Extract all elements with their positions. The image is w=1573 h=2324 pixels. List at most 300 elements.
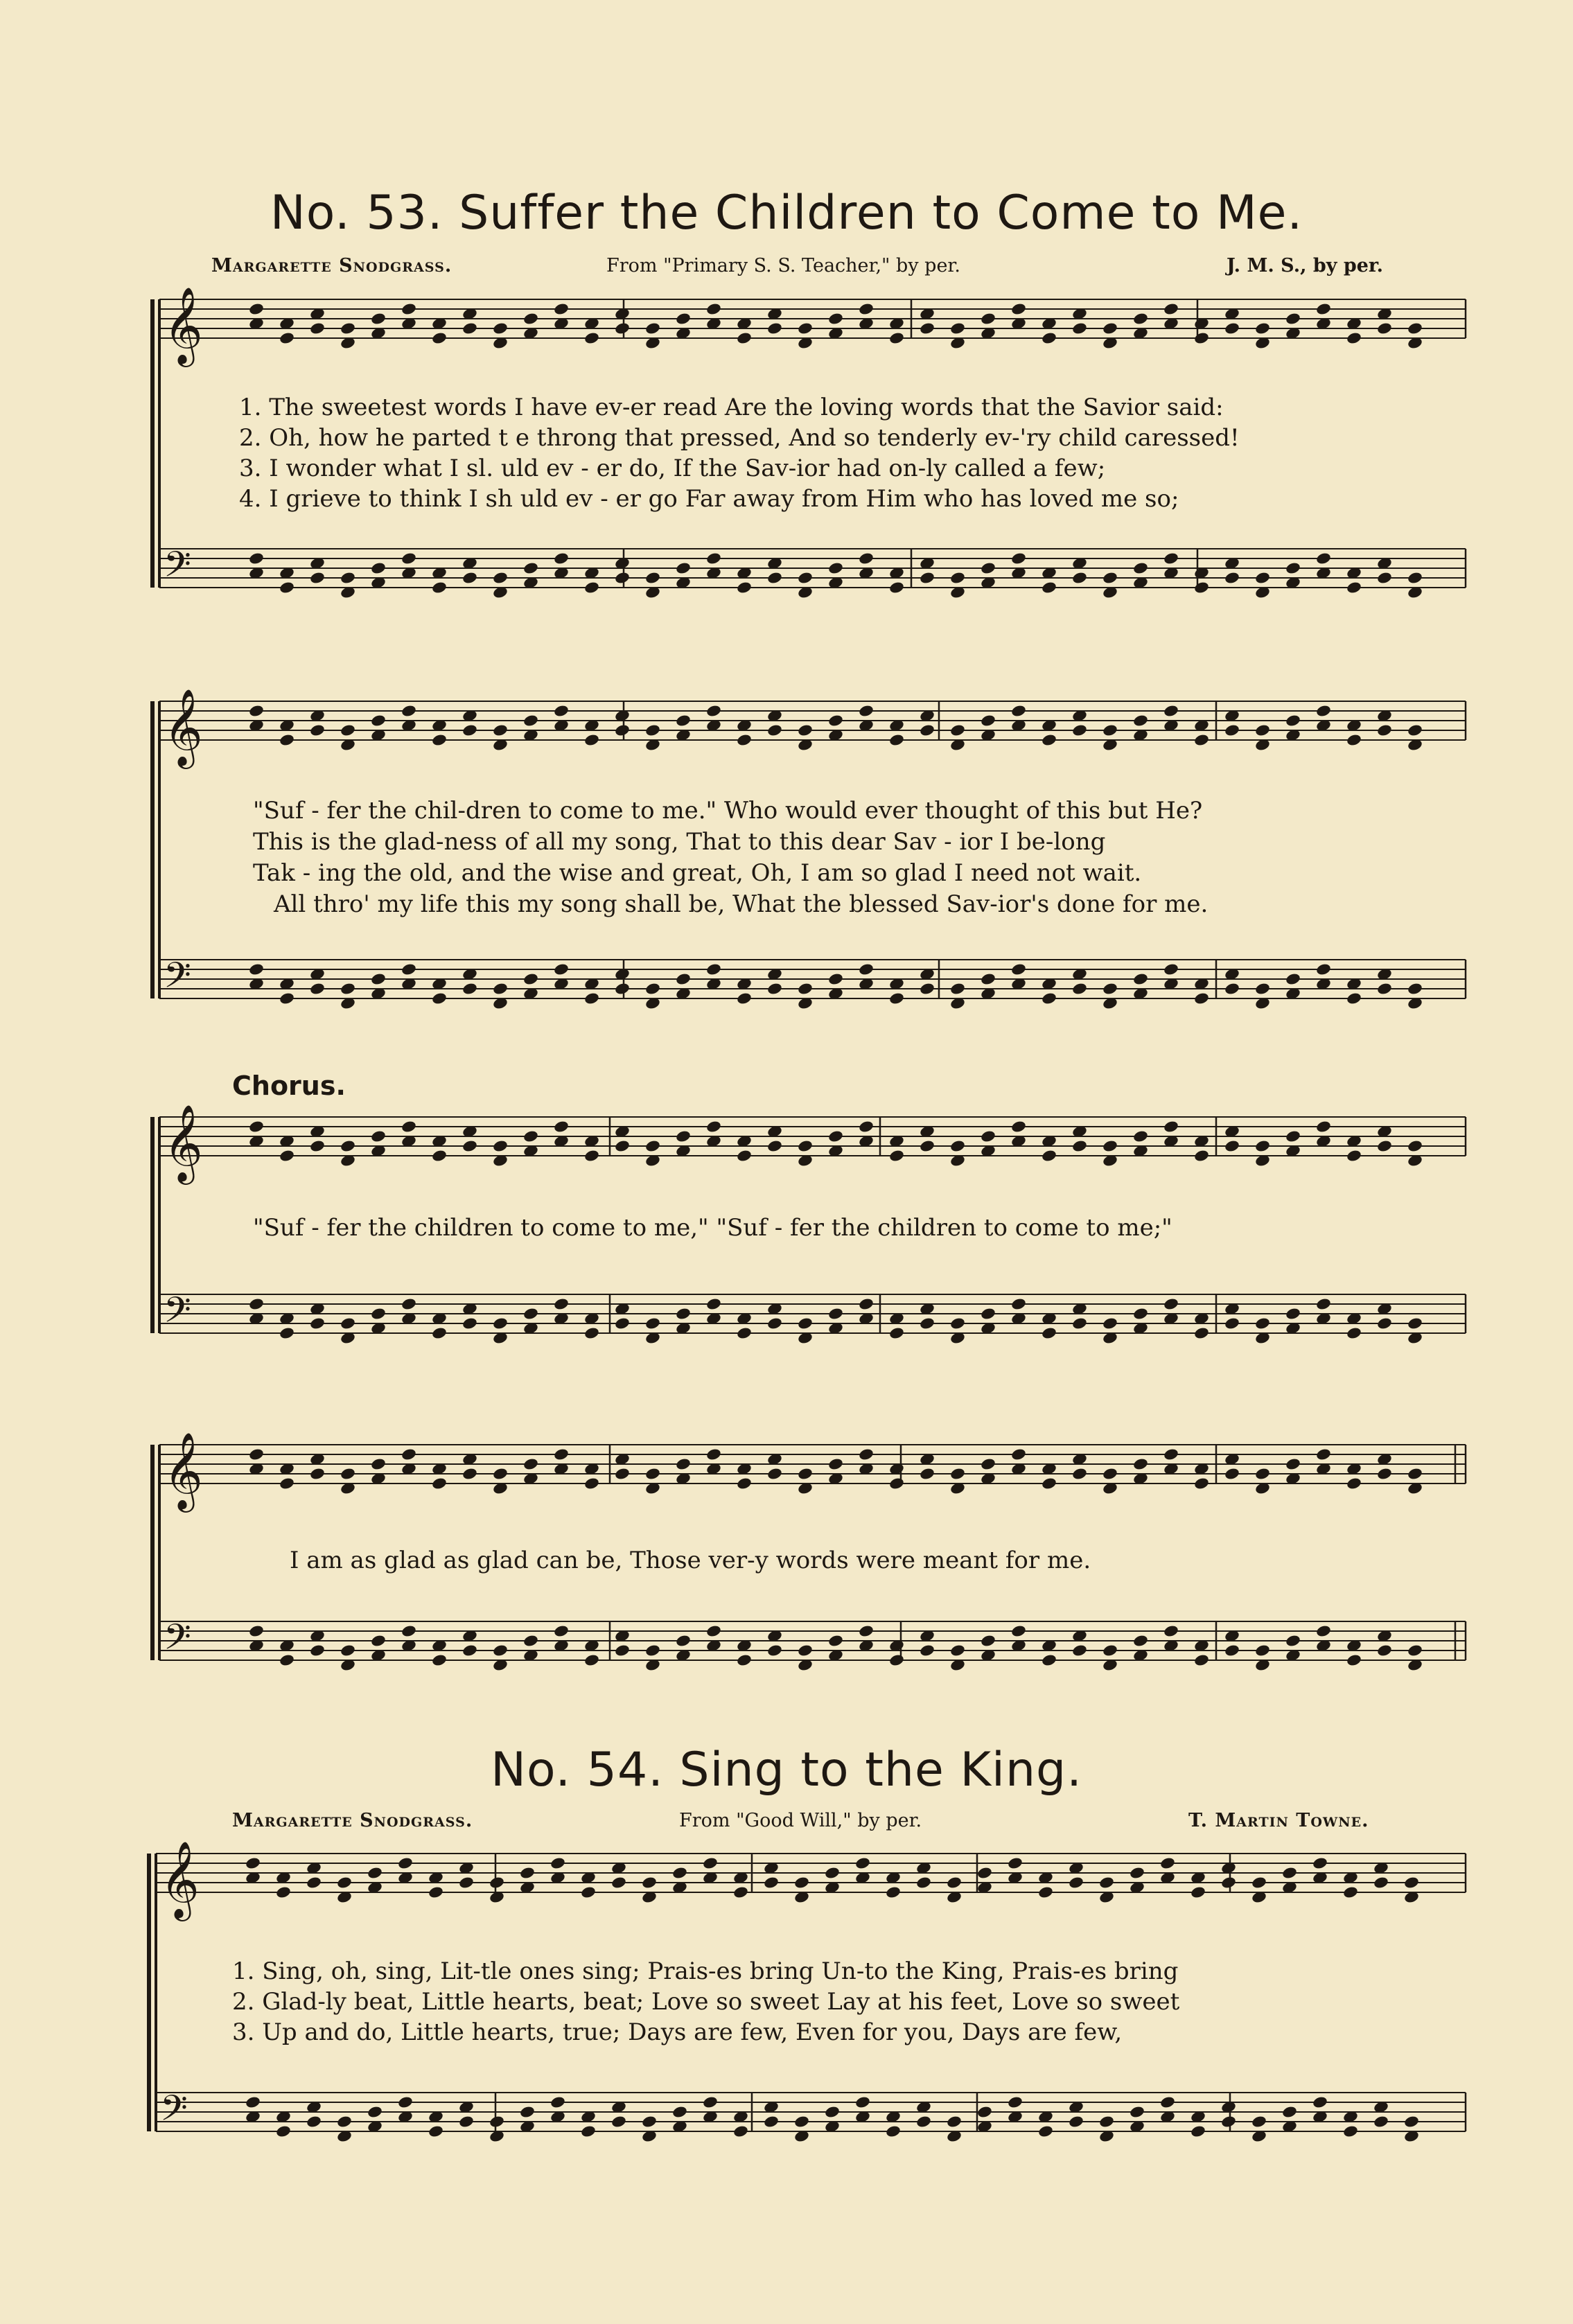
note-head: [462, 571, 478, 585]
note-head: [766, 322, 783, 335]
note-head: [976, 1866, 993, 1880]
note-head: [462, 723, 478, 737]
note-head: [550, 2095, 566, 2109]
note-head: [1224, 1644, 1240, 1657]
note-head: [1312, 2095, 1328, 2109]
note-head: [553, 1447, 570, 1461]
note-head: [1159, 2095, 1176, 2109]
note-head: [336, 1876, 353, 1890]
note-head: [824, 1866, 841, 1880]
note-head: [370, 1634, 387, 1648]
note-head: [614, 322, 631, 335]
note-head: [1315, 704, 1332, 718]
note-head: [489, 1876, 505, 1890]
note-head: [336, 2115, 353, 2129]
note-head: [705, 1624, 722, 1638]
note-head: [340, 1644, 356, 1657]
note-head: [1376, 571, 1393, 585]
note-head: [644, 1644, 661, 1657]
note-head: [1007, 2095, 1023, 2109]
note-head: [401, 1624, 417, 1638]
hymn-54-source: From "Good Will," by per.: [679, 1810, 922, 1831]
note-head: [949, 322, 966, 335]
note-head: [1224, 982, 1240, 996]
note-head: [614, 1644, 631, 1657]
note-head: [370, 714, 387, 728]
note-head: [1071, 982, 1088, 996]
note-head: [1315, 1447, 1332, 1461]
hymn-53-verse-line-2: 2. Oh, how he parted t e throng that pressed, And so tenderly ev-'ry child caressed!: [239, 424, 1240, 452]
note-head: [580, 2124, 597, 2138]
note-head: [1159, 1856, 1176, 1870]
note-head: [462, 982, 478, 996]
note-head: [428, 1885, 444, 1899]
note-head: [1254, 322, 1271, 335]
note-head: [1224, 1317, 1240, 1330]
note-head: [309, 1467, 326, 1481]
note-head: [1010, 704, 1027, 718]
hymn-53-refrain-line-1: "Suf - fer the chil-dren to come to me." Who would ever thought of this but He?: [253, 797, 1203, 825]
note-head: [1041, 733, 1057, 747]
hymn-53-composer: J. M. S., by per.: [1227, 255, 1384, 276]
note-head: [736, 1653, 753, 1667]
note-head: [797, 1467, 814, 1481]
note-head: [1193, 1326, 1210, 1340]
clefs: [160, 286, 203, 2138]
note-head: [1193, 331, 1210, 345]
note-head: [583, 1326, 600, 1340]
treble-clef-icon: 𝄞: [164, 286, 203, 364]
treble-clef-icon: 𝄞: [160, 1840, 200, 1918]
note-head: [736, 331, 753, 345]
note-head: [1285, 312, 1301, 326]
note-head: [1193, 1653, 1210, 1667]
note-head: [949, 1467, 966, 1481]
bass-clef-icon: 𝄢: [164, 543, 191, 594]
note-head: [1254, 1139, 1271, 1153]
note-head: [553, 962, 570, 976]
note-head: [309, 1139, 326, 1153]
note-head: [641, 2115, 658, 2129]
note-head: [919, 723, 935, 737]
bass-clef-icon: 𝄢: [164, 1616, 191, 1666]
note-head: [1407, 322, 1423, 335]
note-head: [827, 561, 844, 575]
note-head: [915, 1876, 932, 1890]
note-head: [279, 331, 295, 345]
note-head: [1407, 1644, 1423, 1657]
note-head: [431, 1326, 448, 1340]
note-head: [1102, 1644, 1118, 1657]
note-head: [1224, 1467, 1240, 1481]
hymn-53-verse-line-1: 1. The sweetest words I have ev-er read Are the loving words that the Savior said:: [239, 394, 1224, 421]
note-head: [1376, 982, 1393, 996]
note-head: [980, 312, 996, 326]
note-head: [522, 972, 539, 986]
note-head: [976, 2105, 993, 2119]
note-head: [553, 1120, 570, 1134]
note-head: [614, 1467, 631, 1481]
note-head: [275, 2124, 292, 2138]
note-head: [553, 704, 570, 718]
note-head: [431, 733, 448, 747]
note-head: [1163, 1297, 1179, 1311]
note-head: [644, 1317, 661, 1330]
note-head: [492, 1467, 509, 1481]
note-head: [763, 2115, 780, 2129]
note-head: [522, 1307, 539, 1321]
note-head: [614, 1139, 631, 1153]
note-head: [279, 733, 295, 747]
note-head: [915, 2115, 932, 2129]
note-head: [827, 972, 844, 986]
note-head: [1071, 1467, 1088, 1481]
note-head: [766, 982, 783, 996]
note-head: [888, 1149, 905, 1163]
note-head: [705, 962, 722, 976]
note-head: [279, 1477, 295, 1490]
note-head: [1068, 2115, 1084, 2129]
note-head: [1193, 1477, 1210, 1490]
note-head: [431, 1653, 448, 1667]
note-head: [1407, 723, 1423, 737]
note-head: [1312, 1856, 1328, 1870]
note-head: [888, 992, 905, 1005]
treble-clef-icon: 𝄞: [164, 688, 203, 766]
note-head: [858, 704, 875, 718]
note-head: [888, 331, 905, 345]
note-head: [1251, 2115, 1267, 2129]
note-head: [1132, 312, 1149, 326]
note-head: [431, 1149, 448, 1163]
note-head: [489, 2115, 505, 2129]
note-head: [980, 561, 996, 575]
note-head: [732, 1885, 749, 1899]
note-head: [1251, 1876, 1267, 1890]
note-head: [736, 1477, 753, 1490]
note-head: [797, 571, 814, 585]
note-head: [858, 1447, 875, 1461]
note-head: [279, 1149, 295, 1163]
note-head: [248, 552, 265, 565]
note-head: [1407, 982, 1423, 996]
chorus-line-2: I am as glad as glad can be, Those ver-y words were meant for me.: [290, 1547, 1091, 1574]
treble-clef-icon: 𝄞: [164, 1432, 203, 1509]
note-head: [1132, 1307, 1149, 1321]
note-head: [522, 1457, 539, 1471]
note-head: [1190, 1885, 1206, 1899]
note-head: [370, 561, 387, 575]
note-head: [736, 1149, 753, 1163]
note-head: [519, 2105, 536, 2119]
note-head: [1132, 561, 1149, 575]
note-head: [462, 1467, 478, 1481]
note-head: [1071, 571, 1088, 585]
note-head: [431, 992, 448, 1005]
note-head: [462, 1644, 478, 1657]
chorus-line-1: "Suf - fer the children to come to me," "Suf - fer the children to come to me;": [253, 1214, 1172, 1242]
note-head: [858, 1297, 875, 1311]
note-head: [949, 723, 966, 737]
note-head: [340, 1467, 356, 1481]
note-head: [583, 581, 600, 595]
note-head: [675, 972, 692, 986]
note-head: [1163, 552, 1179, 565]
note-head: [492, 1139, 509, 1153]
note-head: [340, 723, 356, 737]
note-head: [797, 982, 814, 996]
note-head: [1285, 714, 1301, 728]
hymn-53-title: No. 53. Suffer the Children to Come to Me.: [270, 186, 1303, 240]
note-head: [1315, 1297, 1332, 1311]
note-head: [550, 1856, 566, 1870]
note-head: [1132, 714, 1149, 728]
note-head: [279, 1653, 295, 1667]
note-head: [1102, 1139, 1118, 1153]
note-head: [1254, 723, 1271, 737]
note-head: [675, 561, 692, 575]
note-head: [614, 1317, 631, 1330]
note-head: [1102, 571, 1118, 585]
note-head: [858, 302, 875, 316]
note-head: [309, 1644, 326, 1657]
note-head: [1163, 302, 1179, 316]
note-head: [279, 992, 295, 1005]
note-head: [824, 2105, 841, 2119]
hymn-53-author: Margarette Snodgrass.: [211, 255, 452, 276]
note-head: [401, 1297, 417, 1311]
note-head: [275, 1885, 292, 1899]
note-head: [949, 571, 966, 585]
note-head: [1376, 1139, 1393, 1153]
note-head: [644, 982, 661, 996]
note-head: [827, 1634, 844, 1648]
note-head: [1315, 1624, 1332, 1638]
note-head: [1407, 1139, 1423, 1153]
note-head: [248, 302, 265, 316]
note-head: [854, 1856, 871, 1870]
note-head: [671, 1866, 688, 1880]
note-head: [458, 1876, 475, 1890]
note-head: [949, 1317, 966, 1330]
note-head: [919, 1139, 935, 1153]
note-head: [858, 1624, 875, 1638]
note-head: [610, 1876, 627, 1890]
note-head: [1163, 704, 1179, 718]
note-head: [736, 733, 753, 747]
note-head: [827, 714, 844, 728]
note-head: [309, 322, 326, 335]
note-head: [309, 982, 326, 996]
note-head: [793, 1876, 810, 1890]
note-head: [370, 972, 387, 986]
note-head: [553, 302, 570, 316]
note-head: [1315, 302, 1332, 316]
hymn-54-verse-line-2: 2. Glad-ly beat, Little hearts, beat; Love so sweet Lay at his feet, Love so sweet: [232, 1988, 1180, 2016]
note-head: [370, 1307, 387, 1321]
note-head: [766, 723, 783, 737]
note-head: [279, 581, 295, 595]
note-head: [1163, 1624, 1179, 1638]
note-head: [1346, 581, 1362, 595]
note-head: [1224, 571, 1240, 585]
note-head: [583, 992, 600, 1005]
note-head: [1315, 552, 1332, 565]
note-head: [1224, 322, 1240, 335]
note-head: [919, 1317, 935, 1330]
note-head: [644, 723, 661, 737]
note-head: [705, 1447, 722, 1461]
note-head: [428, 2124, 444, 2138]
note-head: [583, 1477, 600, 1490]
note-head: [797, 322, 814, 335]
note-head: [736, 1326, 753, 1340]
note-head: [1285, 561, 1301, 575]
note-head: [401, 704, 417, 718]
note-head: [736, 992, 753, 1005]
note-head: [340, 1139, 356, 1153]
note-head: [309, 1317, 326, 1330]
hymn-53-refrain-line-2: This is the glad-ness of all my song, That to this dear Sav - ior I be-long: [253, 828, 1106, 856]
note-head: [949, 1644, 966, 1657]
note-head: [519, 1866, 536, 1880]
note-head: [1220, 1876, 1237, 1890]
note-head: [401, 1120, 417, 1134]
note-head: [1193, 992, 1210, 1005]
note-head: [1193, 1149, 1210, 1163]
note-head: [1254, 1317, 1271, 1330]
note-head: [245, 1856, 261, 1870]
note-head: [401, 302, 417, 316]
note-head: [644, 322, 661, 335]
note-head: [522, 714, 539, 728]
hymn-53-refrain-line-3: Tak - ing the old, and the wise and great, Oh, I am so glad I need not wait.: [253, 859, 1142, 887]
note-head: [1102, 1467, 1118, 1481]
note-head: [431, 1477, 448, 1490]
hymn-54-verse-line-3: 3. Up and do, Little hearts, true; Days are few, Even for you, Days are few,: [232, 2018, 1123, 2046]
note-head: [854, 2095, 871, 2109]
note-head: [614, 571, 631, 585]
note-head: [702, 2095, 719, 2109]
note-head: [1132, 972, 1149, 986]
note-head: [888, 581, 905, 595]
note-head: [888, 1653, 905, 1667]
note-head: [919, 1467, 935, 1481]
note-head: [401, 1447, 417, 1461]
note-head: [1071, 1139, 1088, 1153]
note-head: [248, 962, 265, 976]
note-head: [1254, 982, 1271, 996]
note-head: [827, 1457, 844, 1471]
note-head: [370, 1129, 387, 1143]
note-head: [522, 312, 539, 326]
note-head: [1071, 1644, 1088, 1657]
note-head: [1407, 571, 1423, 585]
note-head: [980, 972, 996, 986]
note-head: [614, 982, 631, 996]
note-head: [1224, 723, 1240, 737]
note-head: [1102, 322, 1118, 335]
note-head: [949, 1139, 966, 1153]
note-head: [675, 1129, 692, 1143]
note-head: [1071, 322, 1088, 335]
note-head: [797, 1139, 814, 1153]
note-head: [1071, 1317, 1088, 1330]
note-head: [1010, 1624, 1027, 1638]
note-head: [1132, 1129, 1149, 1143]
note-head: [827, 312, 844, 326]
note-head: [1220, 2115, 1237, 2129]
note-head: [1285, 1457, 1301, 1471]
note-head: [462, 1139, 478, 1153]
note-head: [671, 2105, 688, 2119]
note-head: [1041, 1149, 1057, 1163]
note-head: [492, 1317, 509, 1330]
note-head: [885, 1885, 902, 1899]
note-head: [431, 331, 448, 345]
note-head: [763, 1876, 780, 1890]
note-head: [980, 714, 996, 728]
note-head: [1285, 1307, 1301, 1321]
note-head: [888, 733, 905, 747]
note-head: [1281, 2105, 1298, 2119]
note-head: [797, 1317, 814, 1330]
note-head: [248, 1297, 265, 1311]
note-head: [1163, 1447, 1179, 1461]
note-head: [279, 1326, 295, 1340]
note-head: [1193, 733, 1210, 747]
note-head: [492, 571, 509, 585]
note-head: [248, 1624, 265, 1638]
note-head: [1373, 2115, 1389, 2129]
note-head: [641, 1876, 658, 1890]
note-head: [1376, 322, 1393, 335]
note-head: [1041, 1326, 1057, 1340]
note-head: [610, 2115, 627, 2129]
note-head: [919, 571, 935, 585]
treble-clef-icon: 𝄞: [164, 1104, 203, 1181]
note-head: [306, 2115, 322, 2129]
note-head: [458, 2115, 475, 2129]
note-head: [1346, 1326, 1362, 1340]
note-head: [309, 571, 326, 585]
note-head: [675, 1307, 692, 1321]
note-head: [1346, 1149, 1362, 1163]
note-head: [340, 571, 356, 585]
note-head: [644, 1467, 661, 1481]
hymn-53-verse-line-4: 4. I grieve to think I sh uld ev - er go Far away from Him who has loved me so;: [239, 485, 1179, 513]
note-head: [1346, 331, 1362, 345]
note-head: [675, 312, 692, 326]
hymn-53-refrain-line-4: All thro' my life this my song shall be, What the blessed Sav-ior's done for me.: [274, 890, 1209, 918]
note-head: [306, 1876, 322, 1890]
note-head: [1098, 2115, 1115, 2129]
note-head: [340, 322, 356, 335]
note-head: [1102, 723, 1118, 737]
note-head: [462, 1317, 478, 1330]
note-head: [1041, 581, 1057, 595]
note-head: [1163, 1120, 1179, 1134]
note-head: [1254, 1467, 1271, 1481]
note-head: [858, 962, 875, 976]
note-head: [1037, 2124, 1054, 2138]
note-head: [946, 1876, 963, 1890]
note-head: [705, 552, 722, 565]
bass-clef-icon: 𝄢: [164, 1289, 191, 1339]
note-head: [1041, 331, 1057, 345]
bass-clef-icon: 𝄢: [160, 2087, 188, 2138]
note-head: [580, 1885, 597, 1899]
